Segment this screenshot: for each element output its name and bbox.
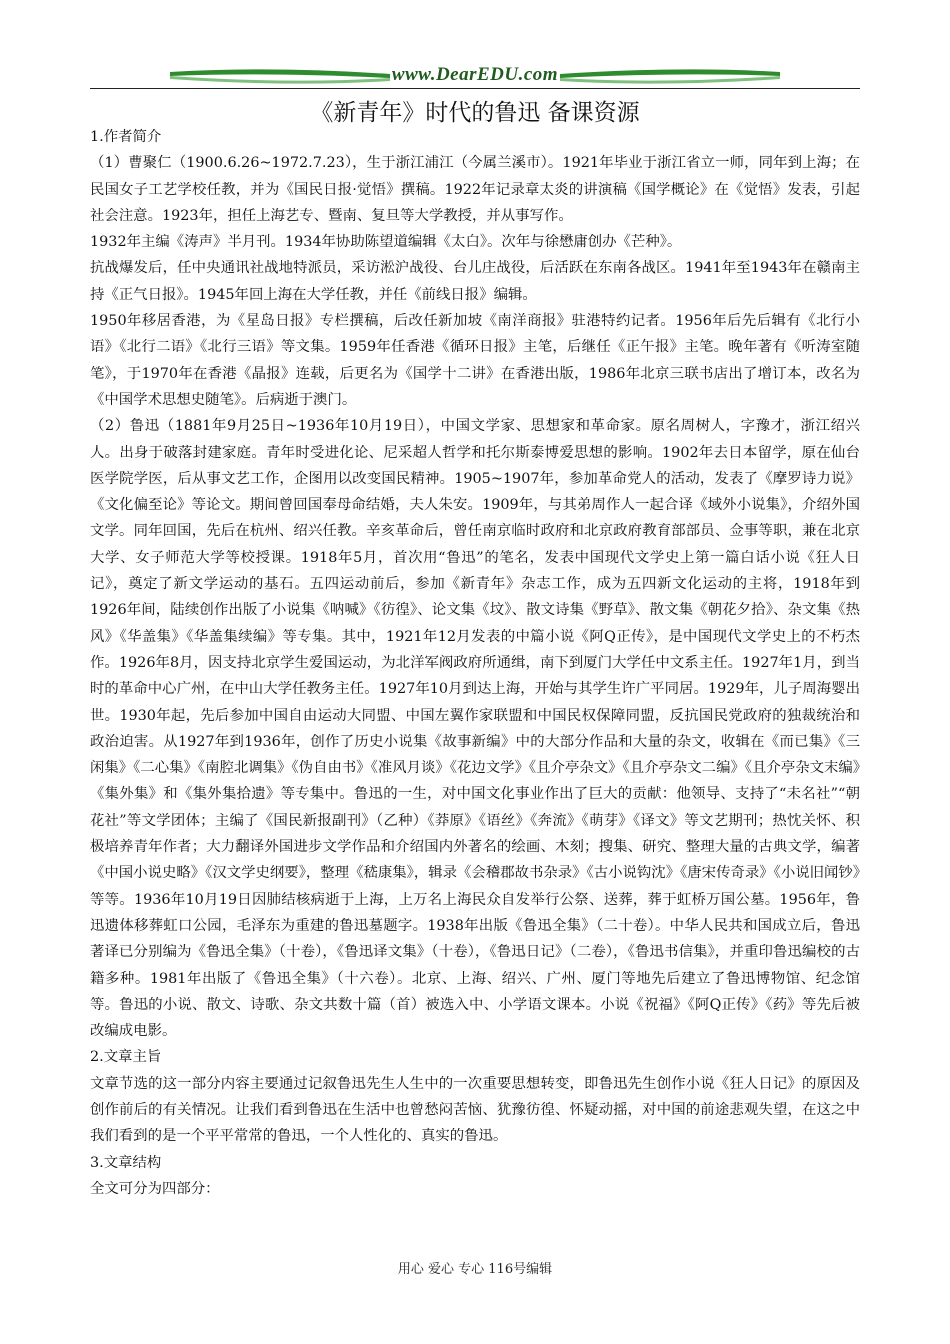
page-footer: 用心 爱心 专心 116号编辑	[397, 1262, 553, 1277]
document-body	[90, 124, 860, 1202]
site-url[interactable]: www.DearEDU.com	[391, 64, 559, 85]
page-title: 《新青年》时代的鲁迅 备课资源	[310, 100, 640, 126]
paragraph-theme: 文章节选的这一部分内容主要通过记叙鲁迅先生人生中的一次重要思想转变，即鲁迅先生创作小说《狂人日记》的原因及创作前后的有关情况。让我们看到鲁迅在生活中也曾愁闷苦恼、犹豫彷徨、怀疑动摇，对中国的前途悲观失望，在这之中我们看到的是一个平平常常的鲁迅，一个人性化的、真实的鲁迅。	[90, 1075, 860, 1145]
section-heading-structure: 3.文章结构	[90, 1154, 162, 1171]
site-header	[90, 62, 860, 90]
paragraph-structure: 全文可分为四部分：	[90, 1180, 220, 1197]
paragraph-cao-2: 1932年主编《涛声》半月刊。1934年协助陈望道编辑《太白》。次年与徐懋庸创办《芒种》。	[90, 234, 682, 251]
paragraph-cao-3: 抗战爆发后，任中央通讯社战地特派员，采访淞沪战役、台儿庄战役，后活跃在东南各战区。1941年至1943年在赣南主持《正气日报》。1945年回上海在大学任教，并任《前线日报》编辑。	[90, 260, 860, 303]
section-heading-author: 1.作者简介	[90, 129, 162, 145]
paragraph-cao-4: 1950年移居香港，为《星岛日报》专栏撰稿，后改任新加坡《南洋商报》驻港特约记者。1956年后先后辑有《北行小语》《北行二语》《北行三语》等文集。1959年任香港《循环日报》主笔，后继任《正午报》主笔。晚年著有《听涛室随笔》，于1970年在香港《晶报》连载，后更名为《国学十二讲》在香港出版，1986年北京三联书店出了增订本，改名为《中国学术思想史随笔》。后病逝于澳门。	[90, 313, 860, 408]
paragraph-luxun: （2）鲁迅（1881年9月25日~1936年10月19日），中国文学家、思想家和革命家。原名周树人，字豫才，浙江绍兴人。出身于破落封建家庭。青年时受进化论、尼采超人哲学和托尔斯泰博爱思想的影响。1902年去日本留学，原在仙台医学院学医，后从事文艺工作，企图用以改变国民精神。1905~1907年，参加革命党人的活动，发表了《摩罗诗力说》《文化偏至论》等论文。期间曾回国奉母命结婚，夫人朱安。1909年，与其弟周作人一起合译《域外小说集》，介绍外国文学。同年回国，先后在杭州、绍兴任教。辛亥革命后，曾任南京临时政府和北京政府教育部部员、佥事等职，兼在北京大学、女子师范大学等校授课。1918年5月，首次用“鲁迅”的笔名，发表中国现代文学史上第一篇白话小说《狂人日记》，奠定了新文学运动的基石。五四运动前后，参加《新青年》杂志工作，成为五四新文化运动的主将，1918年到1926年间，陆续创作出版了小说集《呐喊》《彷徨》、论文集《坟》、散文诗集《野草》、散文集《朝花夕拾》、杂文集《热风》《华盖集》《华盖集续编》等专集。其中，1921年12月发表的中篇小说《阿Q正传》，是中国现代文学史上的不朽杰作。1926年8月，因支持北京学生爱国运动，为北洋军阀政府所通缉，南下到厦门大学任中文系主任。1927年1月，到当时的革命中心广州，在中山大学任教务主任。1927年10月到达上海，开始与其学生许广平同居。1929年，儿子周海婴出世。1930年起，先后参加中国自由运动大同盟、中国左翼作家联盟和中国民权保障同盟，反抗国民党政府的独裁统治和政治迫害。从1927年到1936年，创作了历史小说集《故事新编》中的大部分作品和大量的杂文，收辑在《而已集》《三闲集》《二心集》《南腔北调集》《伪自由书》《准风月谈》《花边文学》《且介亭杂文》《且介亭杂文二编》《且介亭杂文末编》《集外集》和《集外集拾遗》等专集中。鲁迅的一生，对中国文化事业作出了巨大的贡献：他领导、支持了“未名社”“朝花社”等文学团体；主编了《国民新报副刊》（乙种）《莽原》《语丝》《奔流》《萌芽》《译文》等文艺期刊；热忱关怀、积极培养青年作者；大力翻译外国进步文学作品和介绍国内外著名的绘画、木刻；搜集、研究、整理大量的古典文学，编著《中国小说史略》《汉文学史纲要》，整理《嵇康集》，辑录《会稽郡故书杂录》《古小说钩沈》《唐宋传奇录》《小说旧闻钞》等等。1936年10月19日因肺结核病逝于上海，上万名上海民众自发举行公祭、送葬，葬于虹桥万国公墓。1956年，鲁迅遗体移葬虹口公园，毛泽东为重建的鲁迅墓题字。1938年出版《鲁迅全集》（二十卷）。中华人民共和国成立后，鲁迅著译已分别编为《鲁迅全集》（十卷），《鲁迅译文集》（十卷），《鲁迅日记》（二卷），《鲁迅书信集》，并重印鲁迅编校的古籍多种。1981年出版了《鲁迅全集》（十六卷）。北京、上海、绍兴、广州、厦门等地先后建立了鲁迅博物馆、纪念馆等。鲁迅的小说、散文、诗歌、杂文共数十篇（首）被选入中、小学语文课本。小说《祝福》《阿Q正传》《药》等先后被改编成电影。	[90, 418, 860, 1040]
section-heading-theme: 2.文章主旨	[90, 1049, 162, 1066]
paragraph-cao-1: （1）曹聚仁（1900.6.26~1972.7.23），生于浙江浦江（今属兰溪市）。1921年毕业于浙江省立一师，同年到上海；在民国女子工艺学校任教，并为《国民日报·觉悟》撰稿。1922年记录章太炎的讲演稿《国学概论》在《觉悟》发表，引起社会注意。1923年，担任上海艺专、暨南、复旦等大学教授，并从事写作。	[90, 155, 860, 224]
header-rule	[90, 88, 860, 89]
